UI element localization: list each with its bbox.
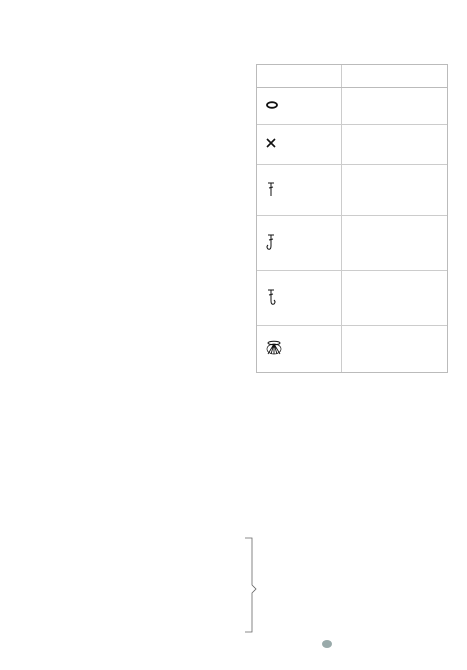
back-post-treble-symbol-icon xyxy=(265,287,277,307)
legend-label xyxy=(342,325,448,372)
legend-label xyxy=(342,87,448,124)
cluster-symbol-icon xyxy=(265,340,283,356)
legend-row-cluster xyxy=(257,325,447,372)
double-crochet-symbol-icon xyxy=(265,137,277,149)
wechat-icon xyxy=(322,640,332,648)
legend-row-treble xyxy=(257,165,447,216)
treble-symbol-icon xyxy=(265,180,277,198)
legend-table xyxy=(257,65,447,372)
legend-header-symbol xyxy=(257,65,342,87)
front-post-treble-symbol-icon xyxy=(265,232,277,252)
legend-label xyxy=(342,165,448,216)
footer-watermark xyxy=(322,640,336,648)
legend-header-stitch xyxy=(342,65,448,87)
legend-row-fptr xyxy=(257,216,447,271)
legend-label xyxy=(342,216,448,271)
legend-label xyxy=(342,124,448,165)
row-range-brace xyxy=(245,538,256,632)
stitch-legend xyxy=(256,64,448,373)
legend-row-bptr xyxy=(257,271,447,326)
legend-row-chain xyxy=(257,87,447,124)
chain-symbol-icon xyxy=(265,100,279,110)
legend-row-double-crochet xyxy=(257,124,447,165)
